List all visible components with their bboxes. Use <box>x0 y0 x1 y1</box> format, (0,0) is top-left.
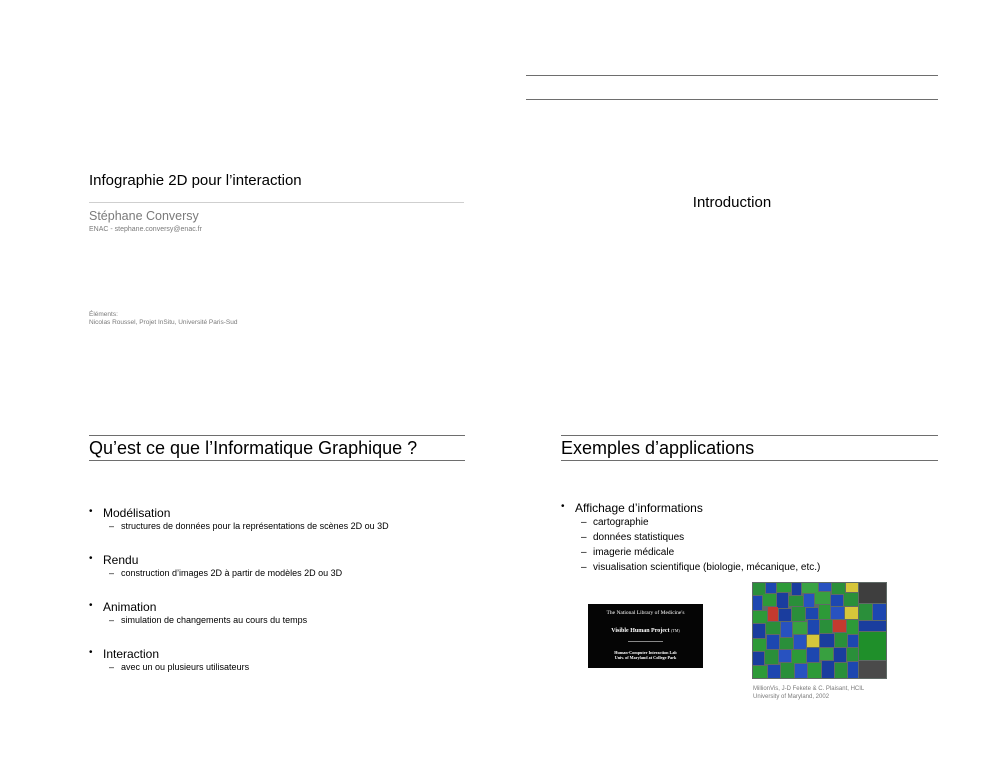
bullet-sub: – données statistiques <box>561 530 941 545</box>
list-item <box>89 506 469 531</box>
bullet-label: • Rendu <box>89 553 469 567</box>
vh-line4: Univ. of Maryland at College Park <box>614 655 677 660</box>
treemap-caption-line1: MillionVis, J-D Fekete & C. Plaisant, HCIL <box>753 686 865 692</box>
treemap-caption <box>753 686 864 701</box>
vh-line2 <box>588 628 703 634</box>
bullet-sub: – cartographie <box>561 515 941 530</box>
slide3-title: Qu’est ce que l’Informatique Graphique ? <box>89 438 418 458</box>
vh-divider <box>628 641 663 642</box>
bullet-sub: – visualisation scientifique (biologie, mécanique, etc.) <box>561 560 941 575</box>
list-item <box>89 600 469 625</box>
slide2-title: Introduction <box>692 194 772 211</box>
slide4-top-rule <box>561 435 938 436</box>
treemap-caption-line2: University of Maryland, 2002 <box>753 693 830 700</box>
bullet-label: • Affichage d’informations <box>561 501 941 515</box>
slide3-top-rule <box>89 435 465 436</box>
slide1-credits-text: Nicolas Roussel, Projet InSitu, Université Paris-Sud <box>89 319 238 326</box>
visible-human-image <box>588 604 703 668</box>
bullet-sub: – avec un ou plusieurs utilisateurs <box>89 662 469 672</box>
slide2-top-rule <box>526 75 938 76</box>
bullet-sub: – construction d’images 2D à partir de modèles 2D ou 3D <box>89 568 469 578</box>
slide2-second-rule <box>526 99 938 100</box>
slide1-credits <box>89 311 237 327</box>
vh-line2-text: Visible Human Project <box>611 628 670 634</box>
bullet-label: • Animation <box>89 600 469 614</box>
slide1-credits-label: Éléments: <box>89 311 118 318</box>
slide4-bottom-rule <box>561 460 938 461</box>
treemap-graphic <box>752 582 887 679</box>
bullet-sub: – simulation de changements au cours du temps <box>89 615 469 625</box>
vh-line3: Human-Computer Interaction Lab <box>614 650 677 655</box>
slide1-author: Stéphane Conversy <box>89 209 199 223</box>
slide4-bullet <box>561 501 941 575</box>
bullet-sub: – imagerie médicale <box>561 545 941 560</box>
slide4-title: Exemples d’applications <box>561 438 755 458</box>
bullet-sub: – structures de données pour la représentations de scènes 2D ou 3D <box>89 521 469 531</box>
list-item <box>89 647 469 672</box>
treemap-image <box>752 582 887 679</box>
slide1-affiliation: ENAC - stephane.conversy@enac.fr <box>89 226 202 233</box>
slide1-divider <box>89 202 464 203</box>
vh-tm: (TM) <box>671 628 680 633</box>
bullet-label: • Modélisation <box>89 506 469 520</box>
slide1-title: Infographie 2D pour l’interaction <box>89 172 302 189</box>
list-item <box>89 553 469 578</box>
slide3-bottom-rule <box>89 460 465 461</box>
bullet-label: • Interaction <box>89 647 469 661</box>
vh-line1: The National Library of Medicine's <box>606 610 685 616</box>
vh-credits <box>588 650 703 660</box>
